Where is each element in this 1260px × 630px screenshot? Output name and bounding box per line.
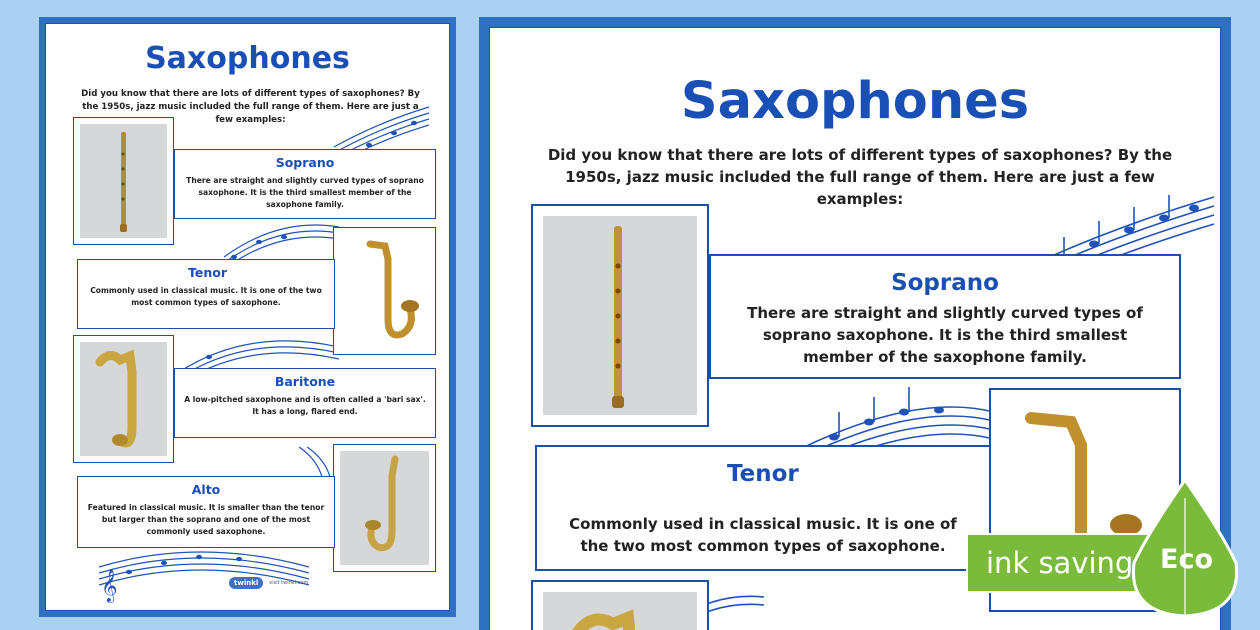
baritone-sax-photo <box>73 335 174 463</box>
large-baritone-sax-photo <box>531 580 709 630</box>
large-soprano-sax-image <box>543 216 701 419</box>
tenor-sax-photo <box>333 227 436 355</box>
tenor-heading: Tenor <box>188 265 227 280</box>
eco-label: Eco <box>1160 544 1213 575</box>
alto-heading: Alto <box>191 482 221 497</box>
alto-sax-image <box>340 451 431 567</box>
soprano-heading: Soprano <box>275 155 335 170</box>
large-baritone-sax-image <box>543 592 701 630</box>
small-poster-intro: Did you know that there are lots of different types of saxophones? By the 1950s, jazz music included the full range of them. Here are just a few examples: <box>81 89 420 125</box>
soprano-sax-image <box>80 124 169 240</box>
tenor-sax-image <box>340 234 431 350</box>
baritone-heading: Baritone <box>274 374 336 389</box>
large-poster-intro: Did you know that there are lots of different types of saxophones? By the 1950s, jazz music included the full range of them. Here are just a few examples: <box>547 146 1173 208</box>
tenor-info-box <box>77 259 335 329</box>
large-poster-title: Saxophones <box>680 72 1030 131</box>
ink-saving-label: ink saving <box>986 546 1134 580</box>
tenor-text: Commonly used in classical music. It is one of the two most common types of saxophone. <box>90 286 322 307</box>
alto-info-box <box>77 476 335 548</box>
soprano-info-box <box>174 149 436 219</box>
footer-url: visit twinkl.com <box>269 580 309 586</box>
alto-sax-photo <box>333 444 436 572</box>
large-tenor-text: Commonly used in classical music. It is one of the two most common types of saxophone. <box>569 515 957 555</box>
small-poster-title: Saxophones <box>145 41 350 76</box>
large-tenor-info-box <box>535 445 991 571</box>
small-poster-page <box>46 24 449 610</box>
svg-text:𝄞: 𝄞 <box>101 569 118 602</box>
large-tenor-heading: Tenor <box>727 461 799 487</box>
large-soprano-text: There are straight and slightly curved types of soprano saxophone. It is the third smallest member of the saxophone family. <box>747 304 1143 366</box>
small-poster-footer <box>229 577 308 589</box>
large-soprano-info-box <box>709 254 1181 379</box>
baritone-sax-image <box>80 342 169 458</box>
baritone-info-box <box>174 368 436 438</box>
small-poster <box>39 17 456 617</box>
twinkl-logo: twinkl <box>229 577 263 589</box>
large-soprano-sax-photo <box>531 204 709 427</box>
baritone-text: A low-pitched saxophone and is often called a 'bari sax'. It has a long, flared end. <box>184 395 426 416</box>
soprano-sax-photo <box>73 117 174 245</box>
large-soprano-heading: Soprano <box>891 270 999 296</box>
soprano-text: There are straight and slightly curved types of soprano saxophone. It is the third smallest member of the saxophone family. <box>186 176 424 209</box>
alto-text: Featured in classical music. It is smaller than the tenor but larger than the soprano and one of the most commonly used saxophone. <box>87 503 325 536</box>
